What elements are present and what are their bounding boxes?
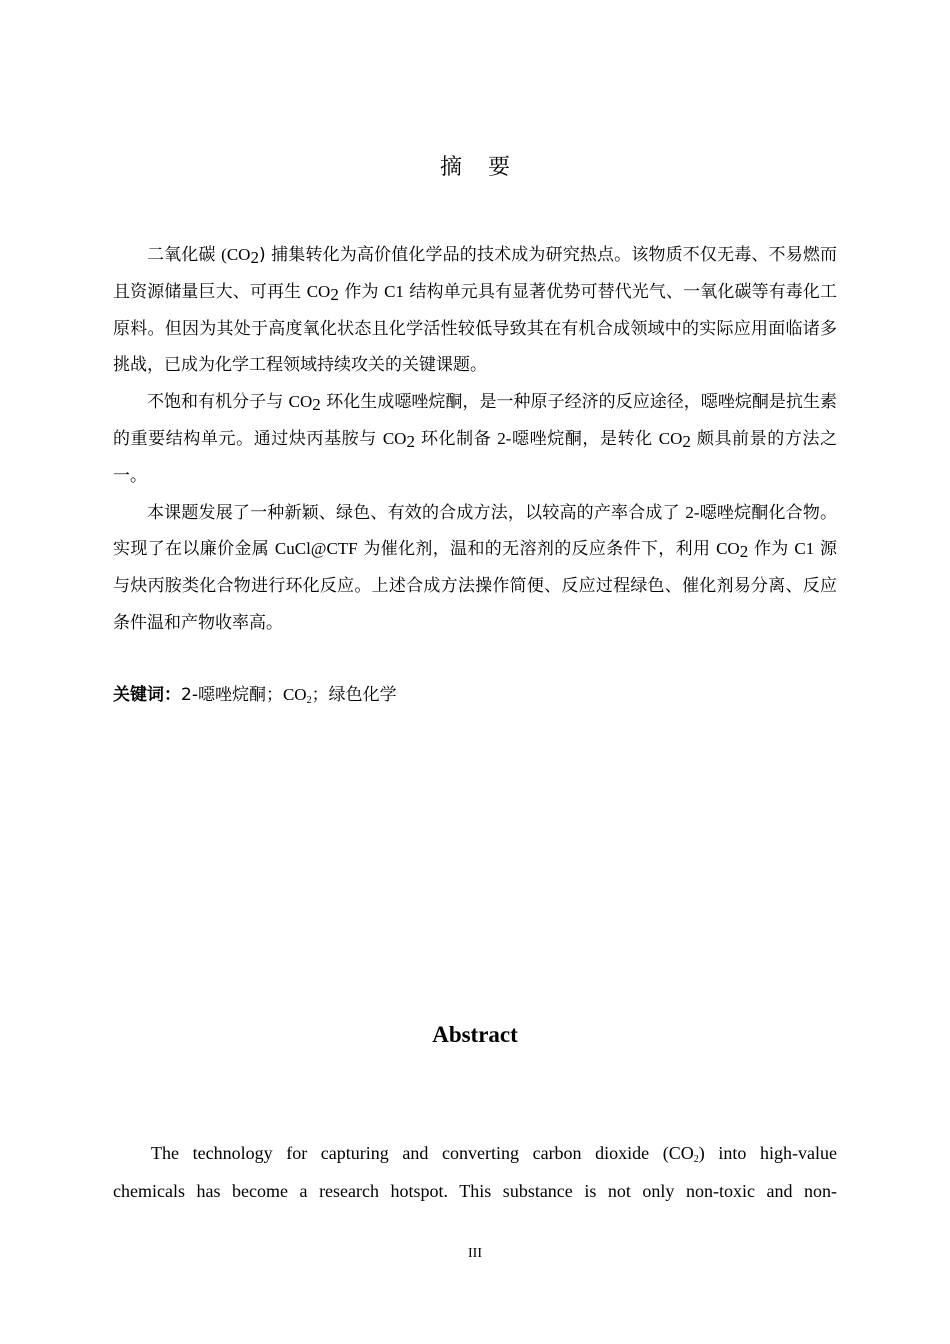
abstract-body-cn <box>113 237 837 642</box>
abstract-en-line-1: The technology for capturing and converting carbon dioxide $(CO_2)$ into high-value <box>151 1143 837 1165</box>
title-char-2: 要 <box>488 155 511 180</box>
abstract-title-cn <box>0 150 950 181</box>
abstract-title-en: Abstract <box>432 1022 518 1047</box>
title-char-1: 摘 <box>439 155 462 180</box>
page-number: III <box>468 1246 482 1261</box>
abstract-paragraph-2: 不饱和有机分子与 $CO_2$ 环化生成噁唑烷酮，是一种原子经济的反应途径，噁唑烷酮是抗生素的重要结构单元。通过炔丙基胺与 $CO_2$ 环化制备 2-噁唑烷酮，是转化 $CO_2$ 颇具前景的方法之一。 <box>113 392 838 486</box>
abstract-paragraph-1: 二氧化碳 $(CO_2)$ 捕集转化为高价值化学品的技术成为研究热点。该物质不仅无毒、不易燃而且资源储量巨大、可再生 $CO_2$ 作为 C1 结构单元具有显著优势可替代光气、一氧化碳等有毒化工原料。但因为其处于高度氧化状态且化学活性较低导致其在有机合成领域中的实际应用面临诸多挑战，已成为化学工程领域持续攻关的关键课题。 <box>113 245 838 376</box>
abstract-en-line-2: chemicals has become a research hotspot. This substance is not only non-toxic and non- <box>113 1181 837 1201</box>
abstract-body-en <box>113 1134 837 1210</box>
keywords-label: 关键词： <box>113 685 181 705</box>
abstract-paragraph-3: 本课题发展了一种新颖、绿色、有效的合成方法，以较高的产率合成了 2-噁唑烷酮化合物。实现了在以廉价金属 CuCl@CTF 为催化剂，温和的无溶剂的反应条件下，利用 $CO_2$ 作为 C1 源与炔丙胺类化合物进行环化反应。上述合成方法操作简便、反应过程绿色、催化剂易分离、反应条件温和产物收率高。 <box>113 502 838 633</box>
keywords-line: 关键词：2-噁唑烷酮；$CO_2$；绿色化学 <box>113 685 397 706</box>
